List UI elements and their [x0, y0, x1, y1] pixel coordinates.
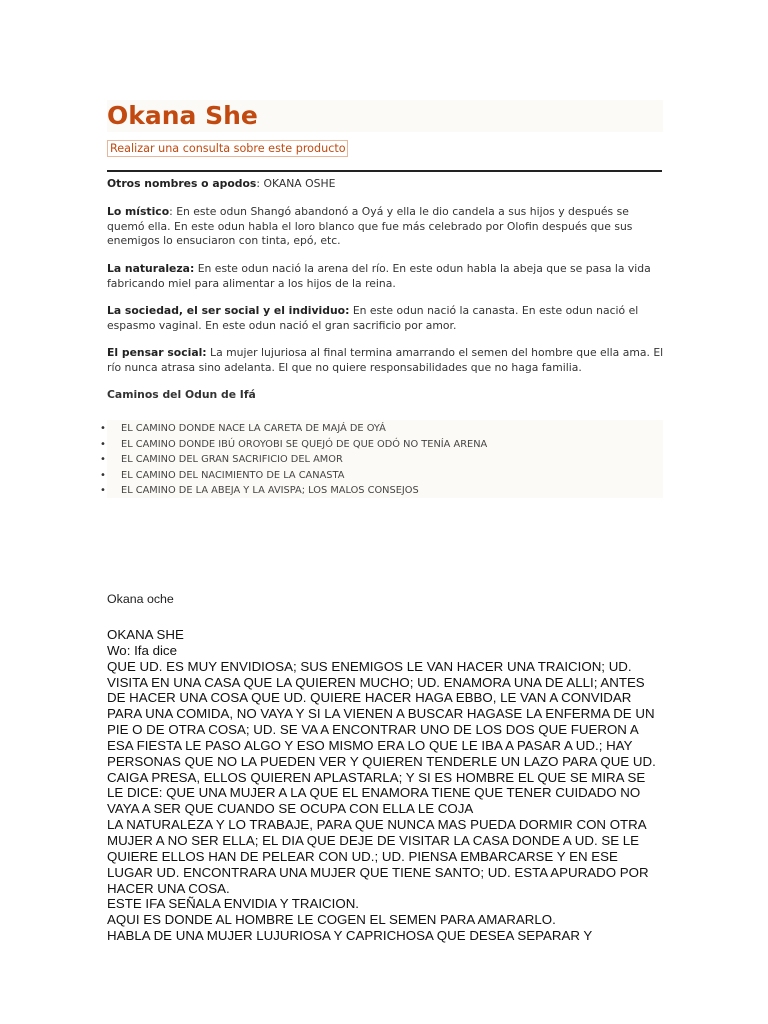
bullet-icon: • [100, 438, 106, 450]
text-line: HABLA DE UNA MUJER LUJURIOSA Y CAPRICHOSA QUE DESEA SEPARAR Y [107, 928, 593, 944]
text-line: PARA UNA COMIDA, NO VAYA Y SI LA VIENEN A BUSCAR HAGASE LA ENFERMA DE UN [107, 706, 655, 722]
text-line: Wo: Ifa dice [107, 642, 177, 658]
text-line: PIE O DE OTRA COSA; UD. SE VA A ENCONTRAR UNO DE LOS DOS QUE FUERON A [107, 722, 639, 738]
list-item[interactable] [100, 452, 487, 468]
list-item[interactable] [100, 468, 487, 484]
lo-mistico [107, 205, 667, 249]
bullet-icon: • [100, 423, 106, 434]
camino-label: EL CAMINO DEL GRAN SACRIFICIO DEL AMOR [121, 454, 343, 466]
mistico-value: : En este odun Shangó abandonó a Oyá y ella le dio candela a sus hijos y después se quemó ella. En este odun habla el loro blanco que fue más celebrado por Olofin después que sus enemigos lo ensuciaron con tinta, epó, etc. [107, 205, 633, 247]
la-naturaleza [107, 262, 667, 291]
list-item[interactable] [100, 483, 487, 499]
text-line: VISITA EN UNA CASA QUE LA QUIEREN MUCHO; UD. ENAMORA UNA DE ALLI; ANTES [107, 674, 645, 690]
naturaleza-value: En este odun nació la arena del río. En este odun habla la abeja que se pasa la vida fabricando miel para alimentar a los hijos de la reina. [107, 262, 651, 290]
reading-text [107, 627, 667, 944]
otros-nombres [107, 177, 667, 192]
camino-label: EL CAMINO DONDE NACE LA CARETA DE MAJÁ DE OYÁ [121, 423, 386, 434]
list-item[interactable] [100, 437, 487, 453]
bullet-icon: • [100, 454, 106, 466]
list-item[interactable] [100, 421, 487, 437]
bullet-icon: • [100, 485, 106, 497]
text-line: AQUI ES DONDE AL HOMBRE LE COGEN EL SEMEN PARA AMARARLO. [107, 912, 556, 928]
text-line: ESA FIESTA LE PASO ALGO Y ESO MISMO ERA LO QUE LE IBA A PASAR A UD.; HAY [107, 737, 633, 753]
text-line: LA NATURALEZA Y LO TRABAJE, PARA QUE NUNCA MAS PUEDA DORMIR CON OTRA [107, 817, 647, 833]
caminos-list [100, 421, 487, 499]
consult-product-button[interactable]: Realizar una consulta sobre este producto [107, 140, 348, 157]
text-line: MUJER A NO SER ELLA; EL DIA QUE DEJE DE VISITAR LA CASA DONDE A UD. SE LE [107, 832, 640, 848]
camino-label: EL CAMINO DEL NACIMIENTO DE LA CANASTA [121, 469, 345, 481]
otros-value: : OKANA OSHE [256, 177, 336, 190]
text-line: ESTE IFA SEÑALA ENVIDIA Y TRAICION. [107, 896, 359, 912]
text-line: DE HACER UNA COSA QUE UD. QUIERE HACER HAGA EBBO, LE VAN A CONVIDAR [107, 690, 632, 706]
bullet-icon: • [100, 469, 106, 481]
camino-label: EL CAMINO DONDE IBÚ OROYOBI SE QUEJÓ DE QUE ODÓ NO TENÍA ARENA [121, 438, 488, 450]
naturaleza-label: La naturaleza: [107, 262, 195, 275]
text-line: QUIERE ELLOS HAN DE PELEAR CON UD.; UD. PIENSA EMBARCARSE Y EN ESE [107, 848, 618, 864]
pensar-label: El pensar social: [107, 346, 207, 359]
text-line: PERSONAS QUE NO LA PUEDEN VER Y QUIEREN TENDERLE UN LAZO PARA QUE UD. [107, 753, 656, 769]
sociedad-value: En este odun nació la canasta. En este odun nació el espasmo vaginal. En este odun nació el gran sacrificio por amor. [107, 304, 639, 332]
mistico-label: Lo místico [107, 205, 170, 218]
text-line: VAYA A SER QUE CUANDO SE OCUPA CON ELLA LE COJA [107, 801, 474, 817]
la-sociedad [107, 304, 667, 333]
otros-label: Otros nombres o apodos [107, 177, 257, 190]
divider [107, 170, 662, 172]
caminos-heading: Caminos del Odun de Ifá [107, 388, 256, 401]
camino-label: EL CAMINO DE LA ABEJA Y LA AVISPA; LOS MALOS CONSEJOS [121, 485, 419, 497]
text-line: LUGAR UD. ENCONTRARA UNA MUJER QUE TIENE SANTO; UD. ESTA APURADO POR [107, 864, 649, 880]
sociedad-label: La sociedad, el ser social y el individuo: [107, 304, 350, 317]
page-title: Okana She [107, 101, 258, 130]
pensar-value: La mujer lujuriosa al final termina amarrando el semen del hombre que ella ama. El río nunca atrasa sino adelanta. El que no quiere responsabilidades que no haga familia. [107, 346, 664, 374]
el-pensar-social [107, 346, 667, 375]
section-subtitle: Okana oche [107, 592, 174, 606]
text-line: LE DICE: QUE UNA MUJER A LA QUE EL ENAMORA TIENE QUE TENER CUIDADO NO [107, 785, 641, 801]
text-line: HACER UNA COSA. [107, 880, 230, 896]
text-line: CAIGA PRESA, ELLOS QUIEREN APLASTARLA; Y SI ES HOMBRE EL QUE SE MIRA SE [107, 769, 646, 785]
text-line: OKANA SHE [107, 627, 184, 642]
text-line: QUE UD. ES MUY ENVIDIOSA; SUS ENEMIGOS LE VAN HACER UNA TRAICION; UD. [107, 658, 632, 674]
